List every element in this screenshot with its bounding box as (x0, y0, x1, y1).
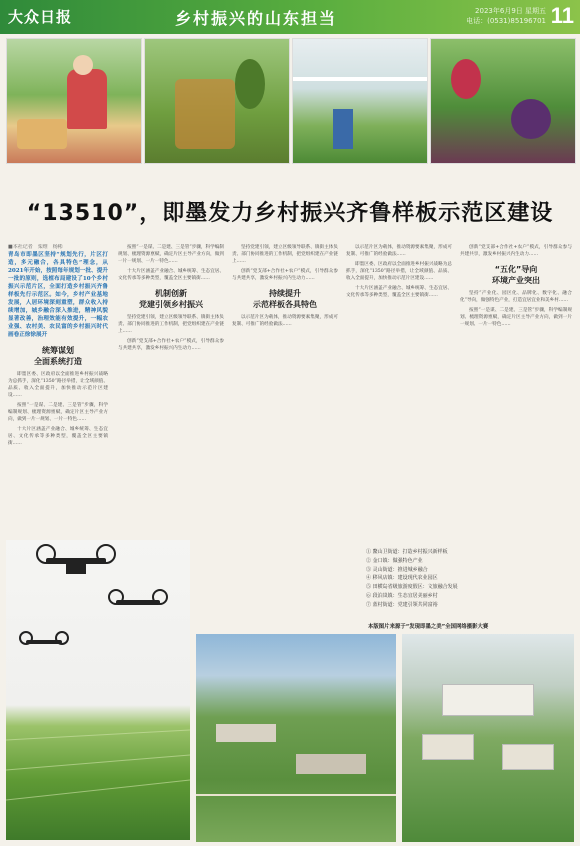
issue-info (466, 6, 546, 26)
subhead-2: 机制创新 党建引领乡村振兴 (139, 289, 203, 309)
paragraph: 坚持“产业化、园区化、品牌化、数字化、融合化”导向，做强特色产业，打造宜居宜业和美乡村…… (460, 291, 572, 303)
paragraph: 坚持党建引领，建立区级领导联系、镇街主体负责、部门协同推进的工作机制，把党组织建在产业链上…… (118, 315, 224, 334)
paragraph: 按照“一是谋、二是建、三是管”步骤，科学编制规划、梳理资源禀赋，确定片区主导产业方向，做到一片一规划、一片一特色…… (118, 245, 224, 264)
photo-grapes (430, 38, 576, 164)
list-item: ⑤ 田横岛省级旅游度假区：文旅融合发展 (366, 584, 458, 591)
page-banner (0, 0, 580, 34)
paragraph: 坚持党建引领，建立区级领导联系、镇街主体负责、部门协同推进的工作机制，把党组织建在产业链上…… (232, 245, 338, 264)
paragraph: 创新“党支部+合作社+农户”模式，引导群众参与共建共享，激发乡村振兴内生动力…… (118, 339, 224, 351)
list-item: ⑦ 蓝村街道：党建引领共同富裕 (366, 601, 438, 608)
photo-orchard (144, 38, 290, 164)
paragraph: 即墨区委、区政府以全面推进乡村振兴战略为总抓手，深化“1350”路径举措，让全域颜值、品质、收入全面提升，加快推动示范片区建设…… (346, 262, 452, 281)
byline: ■本社记者 栾维 杨彬 (8, 244, 63, 250)
article-column-5 (460, 244, 572, 544)
page-number: 11 (550, 3, 574, 28)
photo-town-aerial (402, 634, 574, 842)
article-column-2 (118, 244, 224, 544)
lead-paragraph: 青岛市即墨区坚持“规划先行，片区打造，多元融合，各具特色”理念，从2021年开始，按照每年规划一批、提升一批的原则，选植布局建设了10个乡村振兴示范片区，全面打造乡村振兴齐鲁样板先行示范区。如今，乡村产业基地发展，人居环境深刻重塑，群众收入持续增加，城乡融合深入推进，精神风貌显著改善，治理效能有效提升，一幅农业强、农村美、农民富的乡村振兴时代画卷正徐徐展开 (8, 252, 108, 338)
photo-greenhouse (292, 38, 428, 164)
list-item: ③ 灵山街道：推进城乡融合 (366, 566, 428, 573)
subhead-4: “五化”导向 环境产业突出 (492, 265, 540, 285)
photo-drones-field (6, 540, 190, 840)
newspaper-logo: 大众日报 (8, 8, 73, 26)
paragraph: 十大片区涵盖产业融合、城乡统筹、生态宜居、文化传承等多种类型，覆盖全区主要镇街…… (346, 286, 452, 298)
list-item: ⑥ 段泊岚镇：生态宜居美丽乡村 (366, 592, 438, 599)
paragraph: 以示范片区为载体，推动资源要素集聚，形成可复制、可推广的经验做法…… (346, 245, 452, 257)
photo-farmers (6, 38, 142, 164)
article-column-3 (232, 244, 338, 544)
article-column-1 (8, 244, 108, 534)
sidebar-list (196, 548, 580, 616)
list-item: ② 金口镇：做强特色产业 (366, 557, 423, 564)
paragraph: 十大片区涵盖产业融合、城乡统筹、生态宜居、文化传承等多种类型，覆盖全区主要镇街…… (8, 427, 108, 446)
paragraph: 按照“一是谋、二是建、三是管”步骤，科学编制规划、梳理资源禀赋，确定片区主导产业方向，做到一片一规划、一片一特色…… (460, 308, 572, 327)
paragraph: 创新“党支部+合作社+农户”模式，引导群众参与共建共享，激发乡村振兴内生动力…… (460, 245, 572, 257)
subhead-3: 持续提升 示范样板各具特色 (253, 289, 317, 309)
headline: “13510”，即墨发力乡村振兴齐鲁样板示范区建设 (26, 201, 554, 226)
photo-strip (6, 38, 574, 166)
paragraph: 创新“党支部+合作社+农户”模式，引导群众参与共建共享，激发乡村振兴内生动力…… (232, 269, 338, 281)
photo-village-aerial (196, 634, 396, 842)
paragraph: 即墨区委、区政府以全面推进乡村振兴战略为总抓手，深化“1350”路径举措，让全域颜值、品质、收入全面提升，加快推动示范片区建设…… (8, 372, 108, 398)
list-item: ① 鳌山卫街道：打造乡村振兴新样板 (366, 549, 448, 555)
paragraph: 以示范片区为载体，推动资源要素集聚，形成可复制、可推广的经验做法…… (232, 315, 338, 327)
paragraph: 按照“一是谋、二是建、三是管”步骤，科学编制规划、梳理资源禀赋，确定片区主导产业方向，做到一片一规划、一片一特色…… (8, 403, 108, 422)
drone-icon (6, 540, 190, 840)
article-column-4 (346, 244, 452, 544)
photo-credit: 本版图片来源于“发现即墨之美”全国网络摄影大赛 (368, 624, 489, 630)
section-title: 乡村振兴的山东担当 (175, 9, 338, 28)
paragraph: 十大片区涵盖产业融合、城乡统筹、生态宜居、文化传承等多种类型，覆盖全区主要镇街…… (118, 269, 224, 281)
subhead-1: 统筹谋划 全面系统打造 (34, 346, 82, 366)
list-item: ④ 移风店镇：建设现代农业园区 (366, 575, 438, 582)
issue-date: 2023年6月9日 星期五 (475, 7, 546, 15)
issue-contact: 电话：(0531)85196701 (466, 17, 546, 25)
